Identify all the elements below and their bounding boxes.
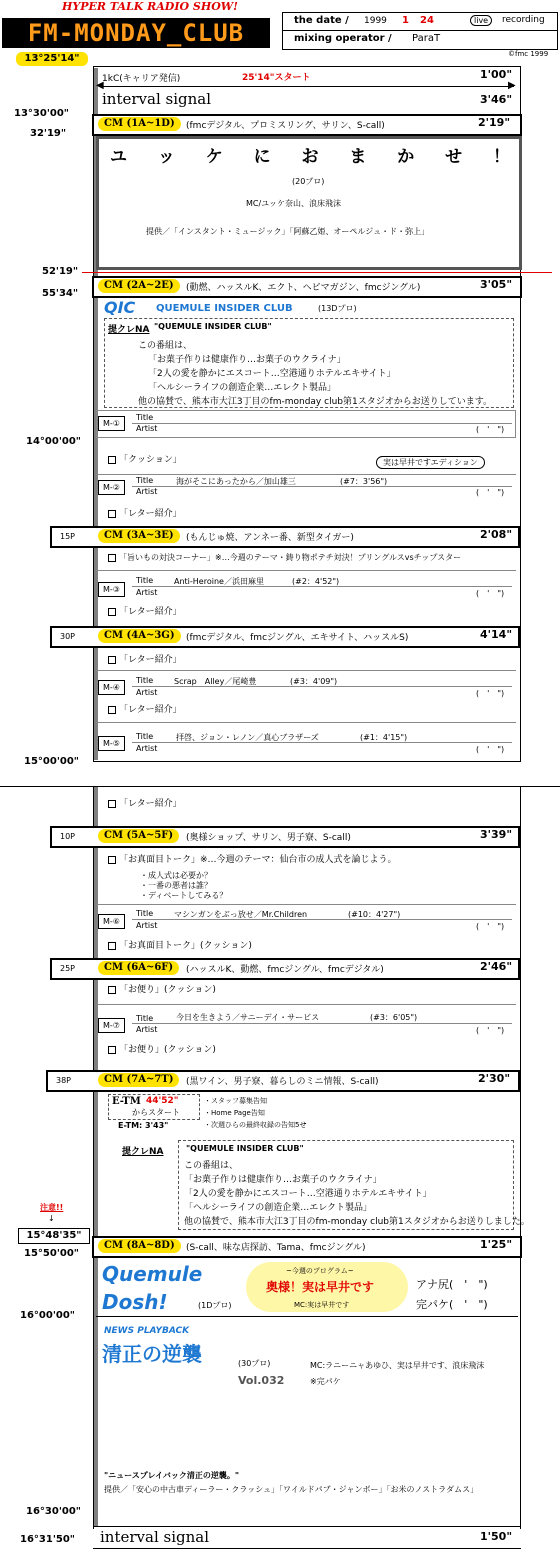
sponsor-na-label-2: 提クレNA	[122, 1147, 164, 1157]
cm-label-5: CM (5A~5F)	[98, 829, 179, 843]
quemule-logo-1: Quemule	[102, 1262, 203, 1286]
frame-left-2	[93, 787, 94, 1529]
timeline-bar-2	[94, 787, 98, 1527]
time-1400: 14°00'00"	[26, 436, 82, 447]
music-title-label-1: Title	[136, 413, 154, 422]
majime-cushion: 「お真面目トーク」(クッション)	[108, 938, 252, 951]
cm-duration-2: 3'05"	[480, 278, 513, 291]
music-info-6: (#10：4'27")	[348, 910, 401, 919]
music-title-7: 今日を生きよう／サニーデイ・サービス	[176, 1013, 320, 1022]
live-badge: live	[470, 15, 492, 26]
music-artist-label-7: Artist	[136, 1025, 158, 1034]
music-info-7: (#3：6'05")	[370, 1013, 418, 1022]
time-1330: 13°30'00"	[14, 108, 70, 119]
sponsor-line-2-4: 他の協賛で、熊本市大江3丁目のfm-monday club第1スタジオからお送りしました。	[184, 1217, 530, 1227]
time-5219: 52'19"	[42, 266, 79, 277]
majime-bullet-2: ・ディベートしてみる？	[140, 891, 228, 900]
music-num-3: M-③	[98, 582, 125, 597]
frame-right-2	[520, 787, 521, 1529]
news-vol: Vol.032	[238, 1374, 285, 1387]
yukke-title-char: ユ	[110, 147, 127, 167]
news-mc: MC:ラニーニャあゆひ、実は早井です、浪床飛沫	[310, 1361, 485, 1370]
copyright: ©fmc 1999	[508, 50, 549, 58]
sponsor-line-1-1: 「お菓子作りは健康作り…お菓子のウクライナ」	[148, 355, 346, 365]
music-title-label-4: Title	[136, 676, 154, 685]
sponsor-na-label-1: 提クレNA	[108, 325, 150, 335]
music-title-label-7: Title	[136, 1014, 154, 1023]
letter-2: 「レター紹介」	[108, 604, 182, 617]
date-month: 1	[402, 15, 409, 26]
quemule-logo-2: Dosh!	[102, 1290, 168, 1314]
page-divider	[0, 786, 560, 787]
cm-page-4: 30P	[60, 632, 76, 641]
recording-label: recording	[502, 15, 545, 25]
yukke-title-char: か	[397, 147, 415, 167]
music-title-2: 海がそこにあったから／加山雄三	[176, 477, 296, 486]
sponsor-na-title-1: "QUEMULE INSIDER CLUB"	[154, 322, 272, 331]
header-divider	[282, 30, 558, 31]
music-top-6	[96, 904, 516, 905]
music-time-3: ( ' ")	[476, 589, 505, 598]
cm-desc-8: (S-call、味な店探訪、Tama、fmcジングル)	[186, 1243, 366, 1253]
time-5534: 55'34"	[42, 288, 79, 299]
frame-top-1	[93, 66, 521, 67]
interval-duration: 3'46"	[480, 93, 513, 106]
music-title-4: Scrap Alley／尾崎豊	[174, 677, 257, 686]
cm-label-1: CM (1A~1D)	[98, 117, 181, 131]
music-time-7: ( ' ")	[476, 1026, 505, 1035]
okuri-1: 「お便り」(クッション)	[108, 982, 216, 995]
music-sep-7	[132, 1023, 512, 1024]
cm-desc-5: (奥様ショップ、サリン、男子寮、S-call)	[186, 833, 351, 843]
cm-desc-4: (fmcデジタル、fmcジングル、エキサイト、ハッスルS)	[186, 633, 409, 643]
yukke-title-char: ケ	[205, 147, 223, 167]
operator-label: mixing operator /	[294, 33, 392, 44]
music-sep-6	[132, 919, 512, 920]
quemule-program-title: 奥様！実は早井です	[266, 1280, 375, 1294]
caution-label: 注意!!	[40, 1203, 64, 1212]
cm-label-3: CM (3A~3E)	[98, 529, 180, 543]
news-title: 清正の逆襲	[102, 1342, 202, 1366]
cm-page-3: 15P	[60, 532, 76, 541]
date-label: the date /	[294, 15, 349, 26]
cm-duration-3: 2'08"	[480, 528, 513, 541]
majime-bullet-0: ・成人式は必要か？	[140, 871, 212, 880]
start-time-badge: 13°25'14"	[16, 52, 88, 66]
yukke-title-char: に	[253, 147, 271, 167]
show-title: FM-MONDAY_CLUB	[2, 18, 270, 48]
music-top-2	[96, 474, 516, 475]
music-artist-label-5: Artist	[136, 744, 158, 753]
cm-duration-8: 1'25"	[480, 1238, 513, 1251]
music-top-5	[96, 722, 516, 723]
music-title-5: 拝啓、ジョン・レノン／真心ブラザーズ	[176, 733, 319, 742]
music-top-7	[96, 1004, 516, 1005]
caution-arrow: ↓	[48, 1214, 55, 1223]
interval-signal-label: interval signal	[102, 90, 212, 108]
quemule-mc: MC:実は早井です	[294, 1301, 350, 1309]
music-sep-2	[132, 486, 512, 487]
cm-page-6: 25P	[60, 964, 76, 973]
cm-page-5: 10P	[60, 832, 76, 841]
cushion-1: 「クッション」	[108, 452, 182, 465]
sponsor-line-2-2: 「2人の愛を静かにエスコート…空港通りホテルエキサイト」	[184, 1189, 432, 1199]
cm-duration-7: 2'30"	[478, 1072, 511, 1085]
sponsor-line-2-0: この番組は、	[184, 1161, 239, 1171]
sponsor-line-2-1: 「お菓子作りは健康作り…お菓子のウクライナ」	[184, 1175, 382, 1185]
red-line	[82, 272, 552, 273]
music-time-2: ( ' ")	[476, 488, 505, 497]
yukke-title-char: ッ	[157, 147, 175, 167]
qic-logo: QIC	[104, 298, 136, 317]
sponsor-line-1-0: この番組は、	[138, 341, 193, 351]
music-sep-4	[132, 686, 512, 687]
music-artist-label-1: Artist	[136, 424, 158, 433]
music-title-label-3: Title	[136, 576, 154, 585]
letter-4: 「レター紹介」	[108, 702, 182, 715]
news-label: NEWS PLAYBACK	[104, 1326, 190, 1336]
interval-arrow-left: ◀	[96, 80, 104, 91]
frame-bottom-1	[93, 761, 521, 762]
sponsor-line-1-3: 「ヘルシーライフの創造企業…エレクト製品」	[148, 383, 337, 393]
caution-time: 15°48'35"	[18, 1228, 90, 1244]
music-time-6: ( ' ")	[476, 922, 505, 931]
banner-text: HYPER TALK RADIO SHOW!	[62, 0, 238, 13]
start-note: 25'14"スタート	[242, 73, 311, 83]
music-num-7: M-⑦	[98, 1018, 125, 1033]
operator-name: ParaT	[412, 33, 441, 44]
cm-duration-6: 2'46"	[480, 960, 513, 973]
quemule-pro: (1Dプロ)	[198, 1301, 232, 1310]
etm-note-2: ・次週ひらの最終収録の告知5せ	[204, 1121, 307, 1129]
yukke-title	[110, 142, 510, 167]
news-footer-1: "ニュースプレイバック清正の逆襲。"	[104, 1471, 240, 1480]
yukke-title-char: せ	[445, 147, 463, 167]
music-time-5: ( ' ")	[476, 745, 505, 754]
music-title-label-2: Title	[136, 476, 154, 485]
cm-label-6: CM (6A~6F)	[98, 961, 179, 975]
music-sep-1	[132, 423, 512, 424]
music-info-2: (#7：3'56")	[340, 477, 388, 486]
cm-label-8: CM (8A~8D)	[98, 1239, 181, 1253]
end-interval-duration: 1'50"	[480, 1530, 513, 1543]
majime-talk: 「お真面目トーク」※…今週のテーマ：仙台市の成人式を論じよう。	[108, 852, 397, 865]
news-pro: (30プロ)	[238, 1359, 271, 1368]
cm-label-7: CM (7A~7T)	[98, 1073, 179, 1087]
news-footer-2: 提供／「安心の中古車ディーラー・クラッシュ」「ワイルドパブ・ジャンボー」「お米のノストラダムス」	[104, 1485, 479, 1494]
letter-1: 「レター紹介」	[108, 506, 182, 519]
sponsor-na-title-2: "QUEMULE INSIDER CLUB"	[186, 1144, 304, 1153]
music-row-1	[96, 410, 516, 438]
carrier-label: 1kC(キャリア発信)	[102, 74, 181, 84]
music-sep-3	[132, 586, 512, 587]
end-top-line	[93, 1526, 521, 1527]
cm-desc-7: (黒ワイン、男子寮、暮らしのミニ情報、S-call)	[186, 1077, 379, 1087]
etm-start: からスタート	[132, 1108, 180, 1117]
cm-label-4: CM (4A~3G)	[98, 629, 181, 643]
time-1630: 16°30'00"	[26, 1506, 82, 1517]
end-bottom-line	[93, 1548, 521, 1549]
music-title-label-6: Title	[136, 909, 154, 918]
date-year: 1999	[364, 16, 387, 26]
yukke-mc: MC/ユッケ奈山、浪床飛沫	[246, 199, 342, 208]
etm-note-0: ・スタッフ募集告知	[204, 1097, 267, 1105]
end-interval-label: interval signal	[100, 1528, 210, 1546]
music-artist-label-2: Artist	[136, 487, 158, 496]
cm-duration-1: 2'19"	[478, 116, 511, 129]
cm-desc-2: (動燃、ハッスルK、エクト、ヘビマガジン、fmcジングル)	[186, 283, 421, 293]
yukke-title-char: ま	[349, 147, 367, 167]
music-artist-label-6: Artist	[136, 921, 158, 930]
music-info-5: (#1：4'15")	[360, 733, 408, 742]
interval-arrow-line	[100, 86, 514, 87]
music-title-label-5: Title	[136, 732, 154, 741]
sponsor-line-1-4: 他の協賛で、熊本市大江3丁目のfm-monday club第1スタジオからお送りしています。	[138, 397, 492, 407]
music-top-4	[96, 670, 516, 671]
yukke-title-char: ！	[493, 147, 510, 167]
music-top-3	[96, 570, 516, 571]
music-num-1: M-①	[98, 416, 125, 431]
music-num-5: M-⑤	[98, 736, 125, 751]
music-time-4: ( ' ")	[476, 689, 505, 698]
quemule-program-label: ~今週のプログラム~	[286, 1267, 354, 1275]
music-title-6: マシンガンをぶっ放せ／Mr.Children	[174, 910, 308, 919]
okuri-2: 「お便り」(クッション)	[108, 1042, 216, 1055]
music-num-2: M-②	[98, 480, 125, 495]
time-1600: 16°00'00"	[20, 1310, 76, 1321]
time-1500: 15°00'00"	[24, 756, 80, 767]
etm-duration: E-TM: 3'43"	[118, 1121, 169, 1130]
qic-name: QUEMULE INSIDER CLUB	[156, 303, 293, 314]
letter-5: 「レター紹介」	[108, 796, 182, 809]
cm-label-2: CM (2A~2E)	[98, 279, 180, 293]
quemule-bottom	[96, 1316, 518, 1317]
yukke-title-char: お	[301, 147, 319, 167]
date-day: 24	[420, 15, 434, 26]
music-num-6: M-⑥	[98, 914, 125, 929]
music-num-4: M-④	[98, 680, 125, 695]
qic-pro: (13Dプロ)	[318, 304, 357, 313]
quemule-ana: アナ尻( ' ")	[416, 1278, 488, 1291]
edition-note: 実は早井ですエディション	[376, 456, 485, 469]
yukke-sponsor: 提供／「インスタント・ミュージック」「阿蘇乙姫、オーペルジュ・ド・弥上」	[146, 227, 430, 236]
quemule-kanpake: 完パケ( ' ")	[416, 1298, 488, 1311]
music-artist-label-3: Artist	[136, 588, 158, 597]
etm-time: 44'52"	[146, 1096, 179, 1106]
music-artist-label-4: Artist	[136, 688, 158, 697]
etm-label: E-TM	[112, 1096, 141, 1107]
music-info-3: (#2：4'52")	[292, 577, 340, 586]
yukke-pro: (20プロ)	[292, 177, 325, 186]
cm-page-7: 38P	[56, 1076, 72, 1085]
cm-duration-5: 3'39"	[480, 828, 513, 841]
cm-desc-3: (もんじゅ焼、アンネー番、新型タイガー)	[186, 533, 354, 543]
time-3219: 32'19"	[30, 128, 67, 139]
cm-duration-4: 4'14"	[480, 628, 513, 641]
news-kanpake: ※完パケ	[310, 1377, 341, 1386]
music-title-3: Anti-Heroine／浜田麻里	[174, 577, 264, 586]
frame-left-1	[93, 66, 94, 762]
music-sep-5	[132, 742, 512, 743]
sponsor-line-1-2: 「2人の愛を静かにエスコート…空港通りホテルエキサイト」	[148, 369, 396, 379]
sponsor-line-2-3: 「ヘルシーライフの創造企業…エレクト製品」	[184, 1203, 373, 1213]
majime-bullet-1: ・一番の悪者は誰？	[140, 881, 212, 890]
time-163150: 16°31'50"	[20, 1534, 76, 1545]
interval-arrow-right: ▶	[508, 80, 516, 91]
cm-desc-1: (fmcデジタル、プロミスリング、サリン、S-call)	[186, 121, 385, 131]
cm-desc-6: (ハッスルK、動燃、fmcジングル、fmcデジタル)	[186, 965, 384, 975]
time-1550: 15°50'00"	[24, 1248, 80, 1259]
letter-3: 「レター紹介」	[108, 652, 182, 665]
music-time-1: ( ' ")	[476, 425, 505, 434]
carrier-duration: 1'00"	[480, 68, 513, 81]
taiketsu-corner: 「旨いもの対決コーナー」※…今週のテーマ・鋳り物ポテチ対決！プリングルスvsチップスター	[108, 552, 461, 563]
music-info-4: (#3：4'09")	[290, 677, 338, 686]
etm-note-1: ・Home Page告知	[204, 1109, 265, 1117]
